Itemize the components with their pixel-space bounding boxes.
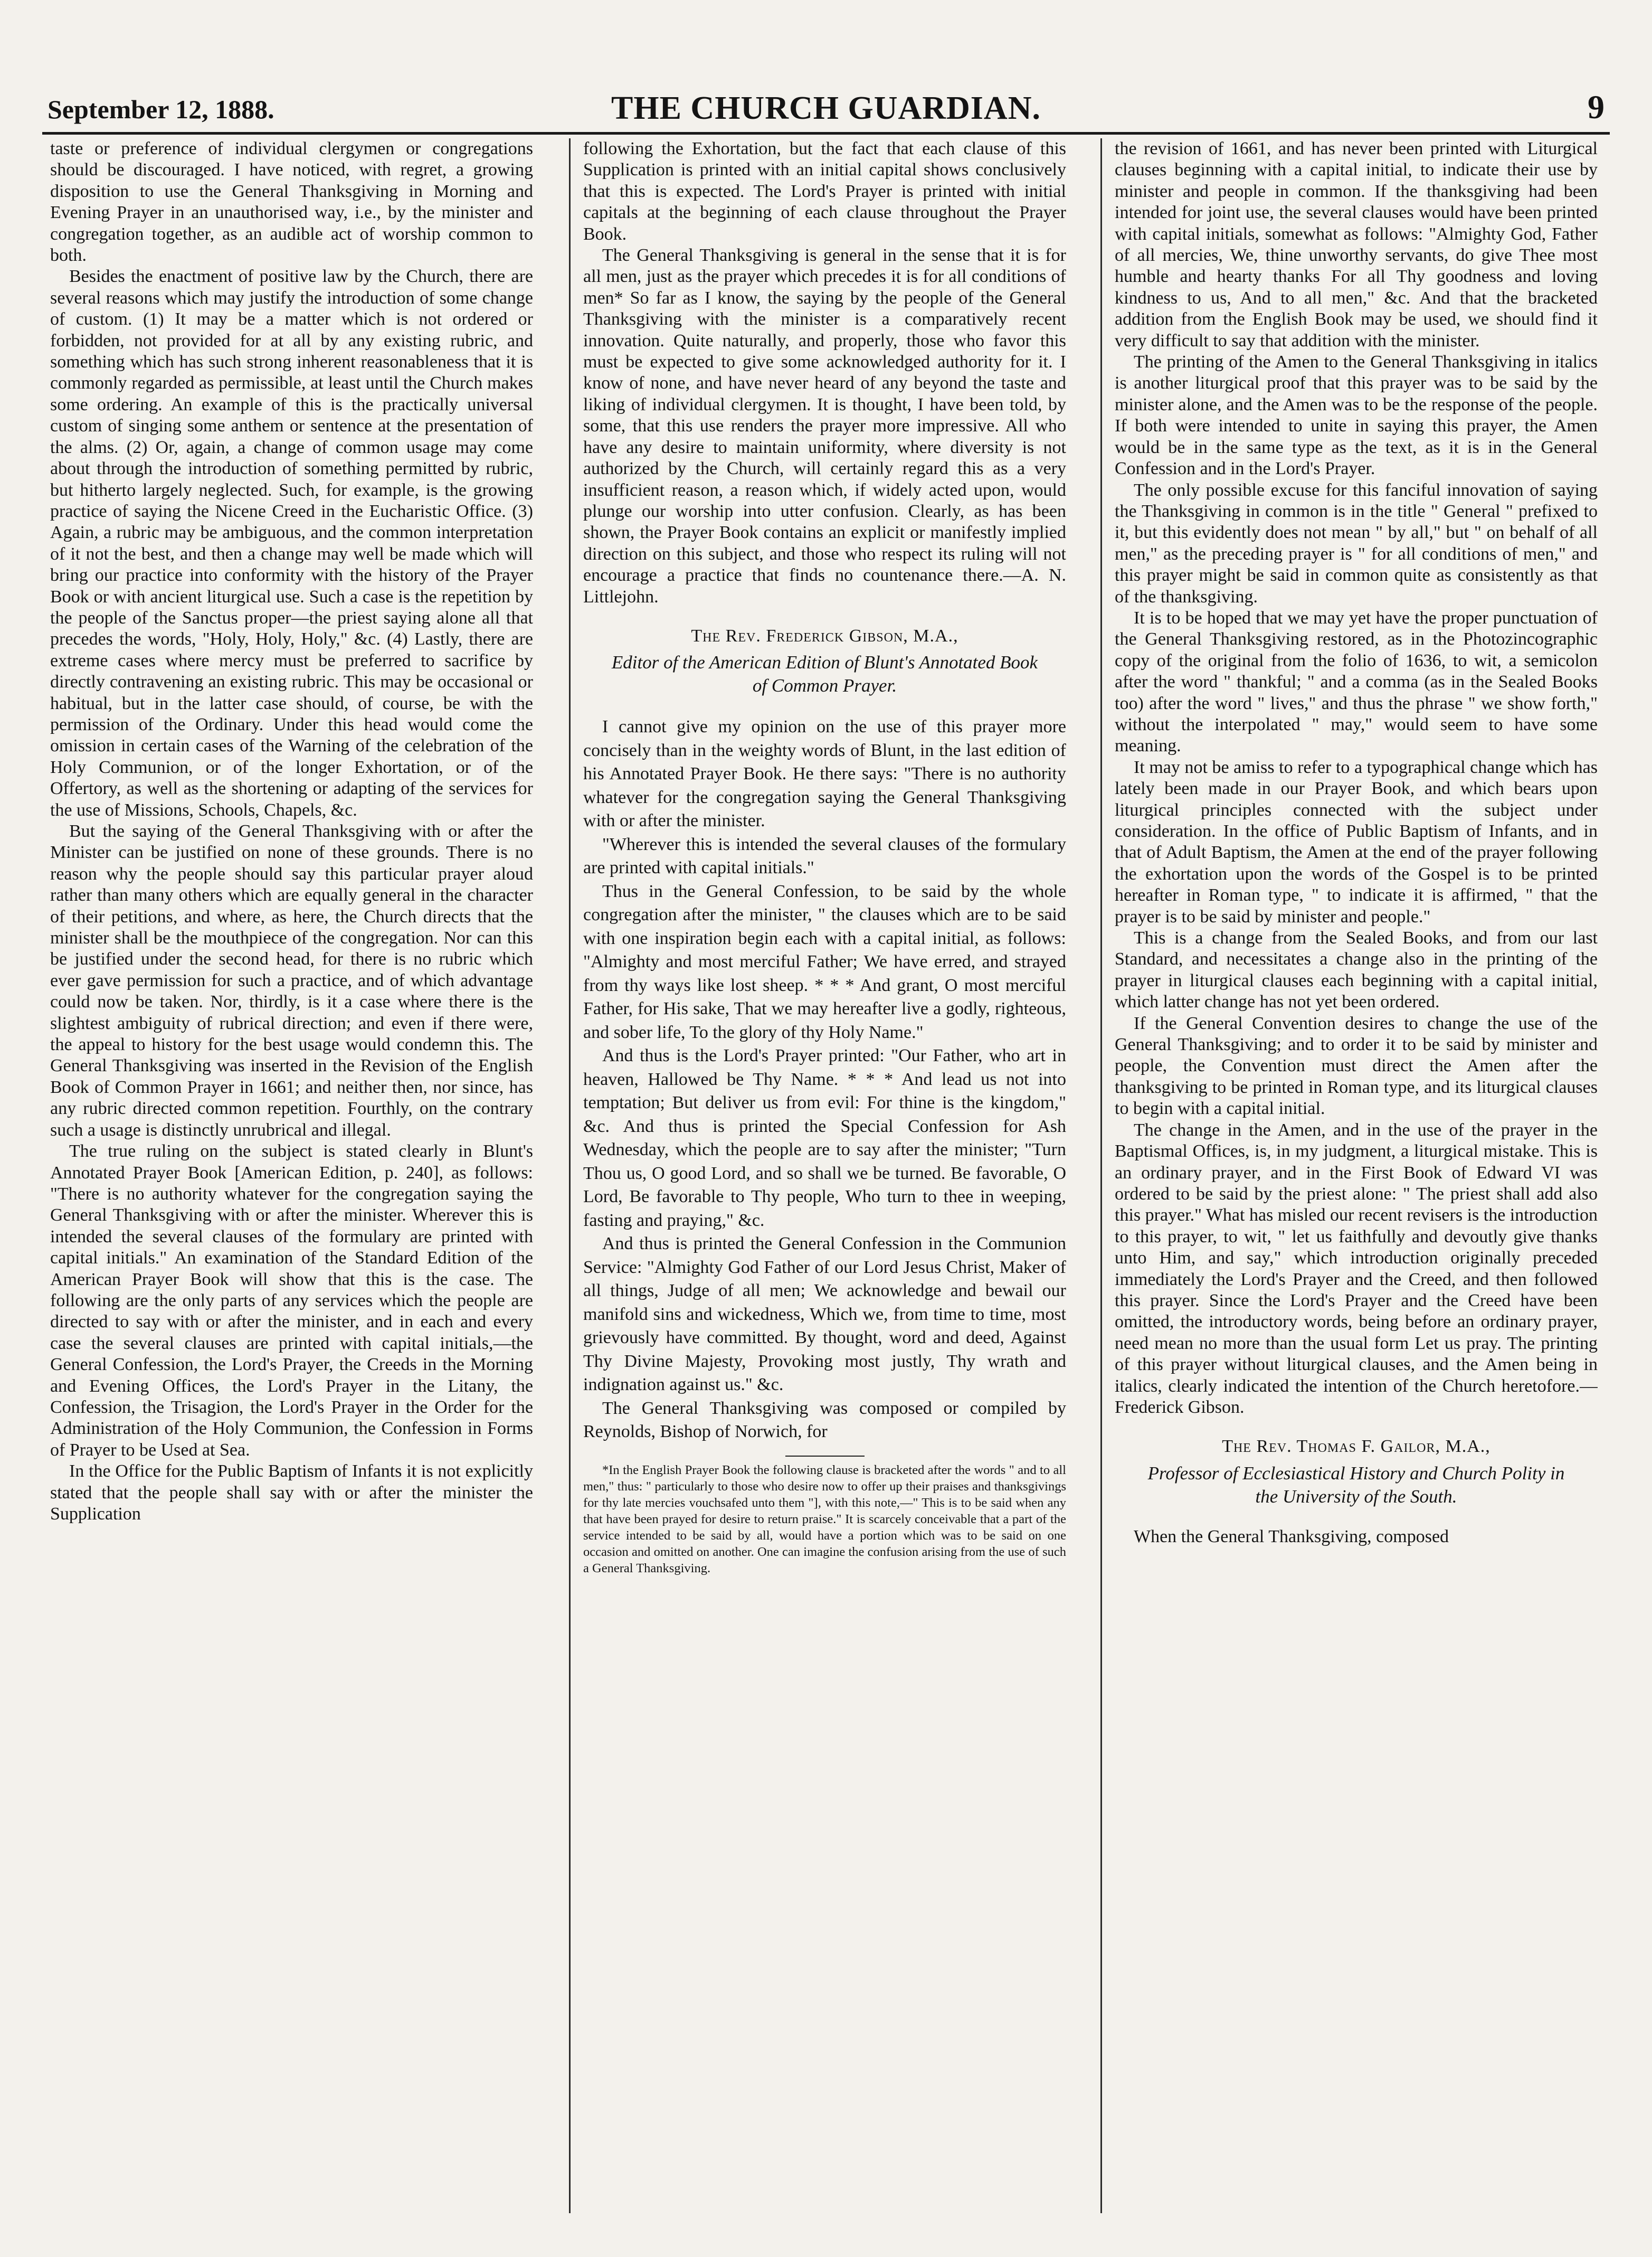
paragraph: The change in the Amen, and in the use of the prayer in the Baptismal Offices, is, in my judgment, a liturgical mistake. This is an ordinary prayer, and in the First Book of Edward VI was ordered to be said by the priest alone: " The priest shall add also this prayer." What has misled our recent revisers is the introduction to this prayer, to wit, " let us faithfully and devoutly give thanks unto Him, and say," which introduction originally preceded immediately the Lord's Prayer and the Creed, and then followed this prayer. Since the Lord's Prayer and the Creed have been omitted, the introductory words, being before an ordinary prayer, need mean no more than the usual form Let us pray. The printing of this prayer without liturgical clauses, and the Amen being in italics, clearly indicated the intention of the Church heretofore.—Frederick Gibson. [1115,1120,1598,1417]
column-divider [1100,138,1102,2213]
column-2 [583,138,1066,2213]
paragraph: And thus is the Lord's Prayer printed: "Our Father, who art in heaven, Hallowed be Thy Name. * * * And lead us not into temptation; But deliver us from evil: For thine is the kingdom," &c. And thus is printed the Special Confession for Ash Wednesday, which the people are to say after the minister; "Turn Thou us, O good Lord, and so shall we be turned. Be favorable, O Lord, Be favorable to Thy people, Who turn to thee in weeping, fasting and praying," &c. [583,1046,1066,1230]
paragraph: taste or preference of individual clergymen or congregations should be discouraged. I have noticed, with regret, a growing disposition to use the General Thanksgiving in Morning and Evening Prayer in an unauthorised way, i.e., by the minister and congregation together, as an audible act of worship common to both. [50,139,533,266]
paragraph: Thus in the General Confession, to be said by the whole congregation after the minister, " the clauses which are to be said with one inspiration begin each with a capital initial, as follows: "Almighty and most merciful Father; We have erred, and strayed from thy ways like lost sheep. * * * And grant, O most merciful Father, for His sake, That we may hereafter live a godly, righteous, and sober life, To the glory of thy Holy Name." [583,881,1066,1042]
column-divider [569,138,571,2213]
article-body [583,715,1066,1444]
paragraph: In the Office for the Public Baptism of Infants it is not explicitly stated that the people shall say with or after the minister the Supplication [50,1461,533,1524]
paragraph: Besides the enactment of positive law by the Church, there are several reasons which may justify the introduction of some change of custom. (1) It may be a matter which is not ordered or forbidden, not provided for at all by any existing rubric, and something which has such strong inherent reasonableness that it is commonly regarded as permissible, at least until the Church makes some ordering. An example of this is the practically universal custom of singing some anthem or sentence at the presentation of the alms. (2) Or, again, a change of common usage may come about through the introduction of something permitted by rubric, but hitherto largely neglected. Such, for example, is the growing practice of saying the Nicene Creed in the Eucharistic Office. (3) Again, a rubric may be ambiguous, and the common interpretation of it not the best, and then a change may well be made which will bring our practice into conformity with the history of the Prayer Book or with ancient liturgical use. Such a case is the repetition by the people of the Sanctus proper—the priest saying alone all that precedes the words, "Holy, Holy, Holy," &c. (4) Lastly, there are extreme cases where mercy must be preferred to sacrifice by directly contravening an existing rubric. This may be occasional or habitual, but in the latter case should, of course, be with the permission of the Ordinary. Under this head would come the omission in certain cases of the Warning of the celebration of the Holy Communion, or of the longer Exhortation, or of the Offertory, as well as the shortening or adapting of the services for the use of Missions, Schools, Chapels, &c. [50,267,533,820]
page-number: 9 [1588,88,1604,126]
masthead [42,84,1610,135]
paragraph: I cannot give my opinion on the use of this prayer more concisely than in the weighty words of Blunt, in the last edition of his Annotated Prayer Book. He there says: "There is no authority whatever for the congregation saying the General Thanksgiving with or after the minister. [583,717,1066,831]
paragraph: When the General Thanksgiving, composed [1134,1526,1449,1546]
newspaper-title: THE CHURCH GUARDIAN. [611,90,1041,126]
author-byline: The Rev. Frederick Gibson, M.A., [691,626,958,646]
paragraph: The only possible excuse for this fanciful innovation of saying the Thanksgiving in common is in the title " General " prefixed to it, but this evidently does not mean " by all," but " on behalf of all men," as the preceding prayer is " for all conditions of men," and this prayer might be said in common quite as consistently as that of the thanksgiving. [1115,480,1598,607]
paragraph: the revision of 1661, and has never been printed with Liturgical clauses beginning with a capital initial, to indicate their use by minister and people in common. If the thanksgiving had been intended for joint use, the several clauses would have been printed with capital initials, somewhat as follows: "Almighty God, Father of all mercies, We, thine unworthy servants, do give Thee most humble and hearty thanks For all Thy goodness and loving kindness to us, And to all men," &c. And that the bracketed addition from the English Book may be used, we should find it very difficult to say that addition with the minister. [1115,139,1598,351]
paragraph: It may not be amiss to refer to a typographical change which has lately been made in our Prayer Book, and which bears upon liturgical principles connected with the subject under consideration. In the office of Public Baptism of Infants, and in that of Adult Baptism, the Amen at the end of the prayer following the exhortation upon the words of the Gospel is to be printed hereafter in Roman type, " to indicate it is affirmed, " that the prayer is to be said by minister and people." [1115,757,1598,927]
author-byline: The Rev. Thomas F. Gailor, M.A., [1222,1437,1490,1457]
paragraph: If the General Convention desires to change the use of the General Thanksgiving; and to order it to be said by minister and people, the Convention must direct the Amen after the thanksgiving to be printed in Roman type, and its liturgical clauses to begin with a capital initial. [1115,1013,1598,1119]
paragraph: following the Exhortation, but the fact that each clause of this Supplication is printed with an initial capital shows conclusively that this is expected. The Lord's Prayer is printed with initial capitals at the beginning of each clause throughout the Prayer Book. [583,139,1066,244]
paragraph: "Wherever this is intended the several clauses of the formulary are printed with capital initials." [583,834,1066,878]
paragraph: This is a change from the Sealed Books, and from our last Standard, and necessitates a change also in the printing of the prayer in liturgical clauses each beginning with a capital initial, which latter change has not yet been ordered. [1115,928,1598,1012]
paragraph: It is to be hoped that we may yet have the proper punctuation of the General Thanksgiving restored, as in the Photozincographic copy of the original from the folio of 1636, to wit, a semicolon after the word " thankful; " and a comma (as in the Sealed Books too) after the word " lives," and thus the phrase " we show forth," without the interpolated " may," would seem to have some meaning. [1115,608,1598,756]
footnote: *In the English Prayer Book the following clause is bracketed after the words " and to all men," thus: " particularly to those who desire now to offer up their praises and thanksgivings for thy late mercies vouchsafed unto them "], with this note,—" This is to be said when any that have been prayed for desire to return praise." It is scarcely conceivable that a part of the service intended to be said by all, would have a portion which was to be said on one occasion and omitted on another. One can imagine the confusion arising from the use of such a General Thanksgiving. [583,1462,1066,1575]
footnote-divider [785,1456,865,1457]
paragraph: The true ruling on the subject is stated clearly in Blunt's Annotated Prayer Book [American Edition, p. 240], as follows: "There is no authority whatever for the congregation saying the General Thanksgiving with or after the minister. Wherever this is intended the several clauses of the formulary are printed with capital initials." An examination of the Standard Edition of the American Prayer Book will show that this is the case. The following are the only parts of any services which the people are directed to say with or after the minister, and in each and every case the several clauses are printed with capital initials,—the General Confession, the Lord's Prayer, the Creeds in the Morning and Evening Offices, the Lord's Prayer in the Litany, the Confession, the Trisagion, the Lord's Prayer in the Order for the Administration of the Holy Communion, the Confession in Forms of Prayer to be Used at Sea. [50,1141,533,1460]
issue-date: September 12, 1888. [48,95,274,124]
author-title: Editor of the American Edition of Blunt's Annotated Book of Common Prayer. [611,652,1038,696]
column-1 [50,138,533,2213]
paragraph: And thus is printed the General Confession in the Communion Service: "Almighty God Father of our Lord Jesus Christ, Maker of all things, Judge of all men; We acknowledge and bewail our manifold sins and wickedness, Which we, from time to time, most grievously have committed. By thought, word and deed, Against Thy Divine Majesty, Provoking most justly, Thy wrath and indignation against us." &c. [583,1234,1066,1395]
paragraph: The General Thanksgiving is general in the sense that it is for all men, just as the prayer which precedes it is for all conditions of men* So far as I know, the saying by the people of the General Thanksgiving with the minister is a comparatively recent innovation. Quite naturally, and properly, those who favor this must be expected to give some acknowledged authority for it. I know of none, and have never heard of any beyond the taste and liking of individual clergymen. It is thought, I have been told, by some, that this use renders the prayer more impressive. All who have any desire to maintain uniformity, where diversity is not authorized by the Church, will certainly regard this as a very insufficient reason, a reason which, if widely acted upon, would plunge our worship into utter confusion. Clearly, as has been shown, the Prayer Book contains an explicit or manifestly implied direction on this subject, and those who respect its ruling will not encourage a practice that finds no countenance there.—A. N. Littlejohn. [583,245,1066,607]
author-title: Professor of Ecclesiastical History and Church Polity in the University of the South. [1147,1462,1565,1507]
paragraph: The printing of the Amen to the General Thanksgiving in italics is another liturgical proof that this prayer was to be said by the minister alone, and the Amen was to be the response of the people. If both were intended to unite in saying this prayer, the Amen would be in the same type as the text, as it is in the General Confession and in the Lord's Prayer. [1115,352,1598,479]
paragraph: The General Thanksgiving was composed or compiled by Reynolds, Bishop of Norwich, for [583,1398,1066,1442]
column-3 [1115,138,1598,2213]
paragraph: But the saying of the General Thanksgiving with or after the Minister can be justified on none of these grounds. There is no reason why the people should say this particular prayer aloud rather than many others which are equally general in the character of their petitions, and where, as here, the Church directs that the minister shall be the mouthpiece of the congregation. Nor can this be justified under the second head, for there is no rubric which ever gave permission for such a practice, and of which advantage could now be taken. Nor, thirdly, is it a case where there is the slightest ambiguity of rubrical direction; and even if there were, the appeal to history for the best usage would condemn this. The General Thanksgiving was inserted in the Revision of the English Book of Common Prayer in 1661; and neither then, nor since, has any rubric directed common repetition. Fourthly, on the contrary such a usage is distinctly unrubrical and illegal. [50,821,533,1140]
